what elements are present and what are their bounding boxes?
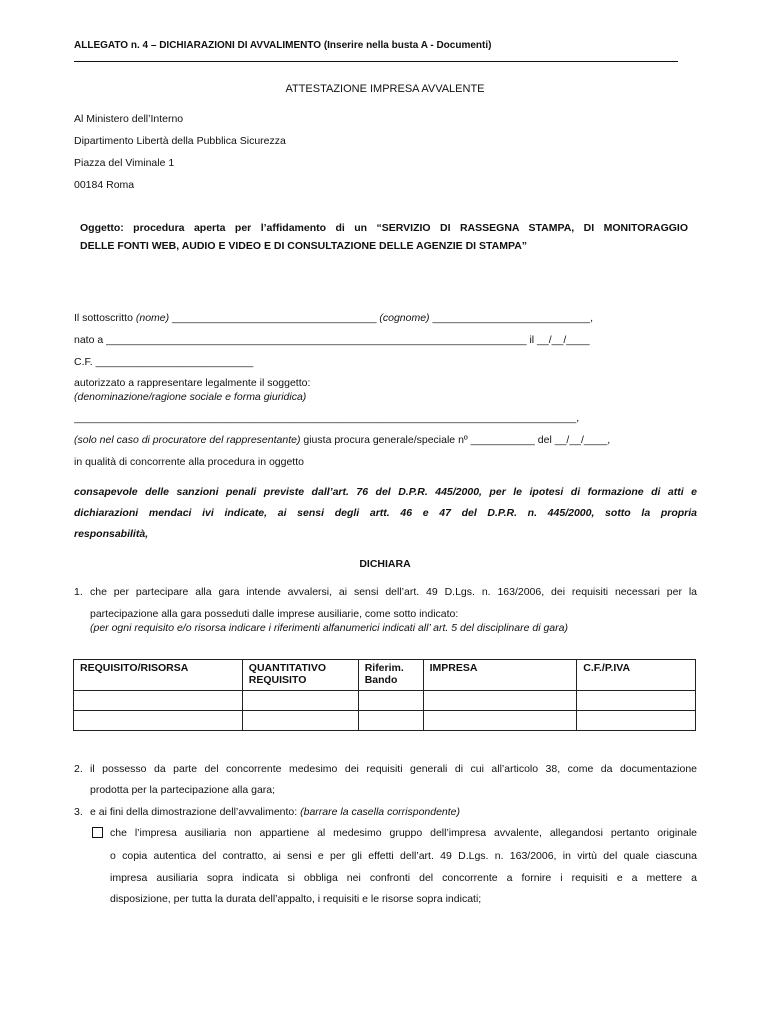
table-cell[interactable] xyxy=(242,691,358,711)
item-2-line-1: il possesso da parte del concorrente medesimo dei requisiti generali di cui all’articolo 38, come da documentazione xyxy=(90,763,697,775)
consapevole-line-1: consapevole delle sanzioni penali previste dall’art. 76 del D.P.R. 445/2000, per le ipotesi di formazione di atti e xyxy=(74,486,697,498)
table-row xyxy=(74,711,696,731)
table-cell[interactable] xyxy=(577,691,696,711)
table-cell[interactable] xyxy=(242,711,358,731)
dichiara-heading: DICHIARA xyxy=(359,558,411,570)
item-2-number: 2. xyxy=(74,763,83,775)
header-requisito: REQUISITO/RISORSA xyxy=(74,660,243,691)
procura-text[interactable]: giusta procura generale/speciale nº ___________ del __/__/____, xyxy=(300,434,611,446)
nome-label: (nome) xyxy=(135,312,170,324)
item-3-text xyxy=(90,806,460,818)
procuratore-note: (solo nel caso di procuratore del rappresentante) xyxy=(74,434,301,446)
item-1-note: (per ogni requisito e/o risorsa indicare i riferimenti alfanumerici indicati all’ art. 5 del disciplinare di gara) xyxy=(90,622,568,634)
address-line-2: Dipartimento Libertà della Pubblica Sicurezza xyxy=(74,135,286,147)
table-cell[interactable] xyxy=(74,711,243,731)
denominazione-label: (denominazione/ragione sociale e forma giuridica) xyxy=(74,391,307,403)
cognome-label: (cognome) xyxy=(379,312,430,324)
option-1-line-2: o copia autentica del contratto, ai sensi e per gli effetti dell’art. 49 D.Lgs. n. 163/2006, in virtù del quale ciascuna xyxy=(110,850,697,862)
cf-field[interactable]: C.F. ___________________________ xyxy=(74,356,254,368)
consapevole-line-2: dichiarazioni mendaci ivi indicate, ai sensi degli artt. 46 e 47 del D.P.R. n. 445/2000, sotto la propria xyxy=(74,507,697,519)
procura-field[interactable] xyxy=(74,434,610,446)
option-1-line-4: disposizione, per tutta la durata dell’appalto, i requisiti e le risorse sopra indicati; xyxy=(110,893,482,905)
item-3-label: e ai fini della dimostrazione dell’avvalimento: xyxy=(90,806,301,818)
item-3-note: (barrare la casella corrispondente) xyxy=(300,806,461,818)
table-cell[interactable] xyxy=(577,711,696,731)
table-header-row xyxy=(74,660,696,691)
header-quantitativo: QUANTITATIVO REQUISITO xyxy=(242,660,358,691)
checkbox-icon[interactable] xyxy=(92,827,103,838)
header-divider xyxy=(74,61,678,62)
document-title: ATTESTAZIONE IMPRESA AVVALENTE xyxy=(285,83,485,95)
table-cell[interactable] xyxy=(74,691,243,711)
requirements-table xyxy=(73,659,696,731)
soggetto-blank-line[interactable]: ______________________________________________________________________________________, xyxy=(74,412,580,424)
table-cell[interactable] xyxy=(423,711,577,731)
nato-field[interactable]: nato a ________________________________________________________________________ il __/__/____ xyxy=(74,334,590,346)
option-1-line-1: che l’impresa ausiliaria non appartiene al medesimo gruppo dell’impresa avvalente, allegandosi pertanto originale xyxy=(110,827,697,839)
table-cell[interactable] xyxy=(358,691,423,711)
sottoscritto-field[interactable] xyxy=(74,312,593,324)
table-cell[interactable] xyxy=(358,711,423,731)
nome-blank[interactable]: ___________________________________ xyxy=(169,312,380,324)
address-line-4: 00184 Roma xyxy=(74,179,135,191)
item-1-line-1: che per partecipare alla gara intende avvalersi, ai sensi dell’art. 49 D.Lgs. n. 163/2006, dei requisiti necessari per la xyxy=(90,586,697,598)
header-title: ALLEGATO n. 4 – DICHIARAZIONI DI AVVALIMENTO (Inserire nella busta A - Documenti) xyxy=(74,40,492,51)
item-3-number: 3. xyxy=(74,806,83,818)
address-line-3: Piazza del Viminale 1 xyxy=(74,157,175,169)
consapevole-line-3: responsabilità, xyxy=(74,528,149,540)
autorizzato-text: autorizzato a rappresentare legalmente il soggetto: xyxy=(74,377,311,389)
cognome-blank[interactable]: ___________________________, xyxy=(429,312,594,324)
oggetto-line-1: Oggetto: procedura aperta per l’affidamento di un “SERVIZIO DI RASSEGNA STAMPA, DI MONITORAGGIO xyxy=(80,222,688,234)
oggetto-line-2: DELLE FONTI WEB, AUDIO E VIDEO E DI CONSULTAZIONE DELLE AGENZIE DI STAMPA” xyxy=(80,240,528,252)
option-1-checkbox[interactable] xyxy=(92,827,109,840)
address-line-1: Al Ministero dell’Interno xyxy=(74,113,184,125)
item-2-line-2: prodotta per la partecipazione alla gara; xyxy=(90,784,276,796)
header-cf-piva: C.F./P.IVA xyxy=(577,660,696,691)
item-1-line-2: partecipazione alla gara posseduti dalle imprese ausiliarie, come sotto indicato: xyxy=(90,608,459,620)
sottoscritto-label: Il sottoscritto xyxy=(74,312,136,324)
header-riferimento: Riferim. Bando xyxy=(358,660,423,691)
qualita-text: in qualità di concorrente alla procedura in oggetto xyxy=(74,456,304,468)
table-row xyxy=(74,691,696,711)
table-cell[interactable] xyxy=(423,691,577,711)
item-1-number: 1. xyxy=(74,586,83,598)
option-1-line-3: impresa ausiliaria sopra indicata si obbliga nei confronti del concorrente a fornire i requisiti e a mettere a xyxy=(110,872,697,884)
header-impresa: IMPRESA xyxy=(423,660,577,691)
